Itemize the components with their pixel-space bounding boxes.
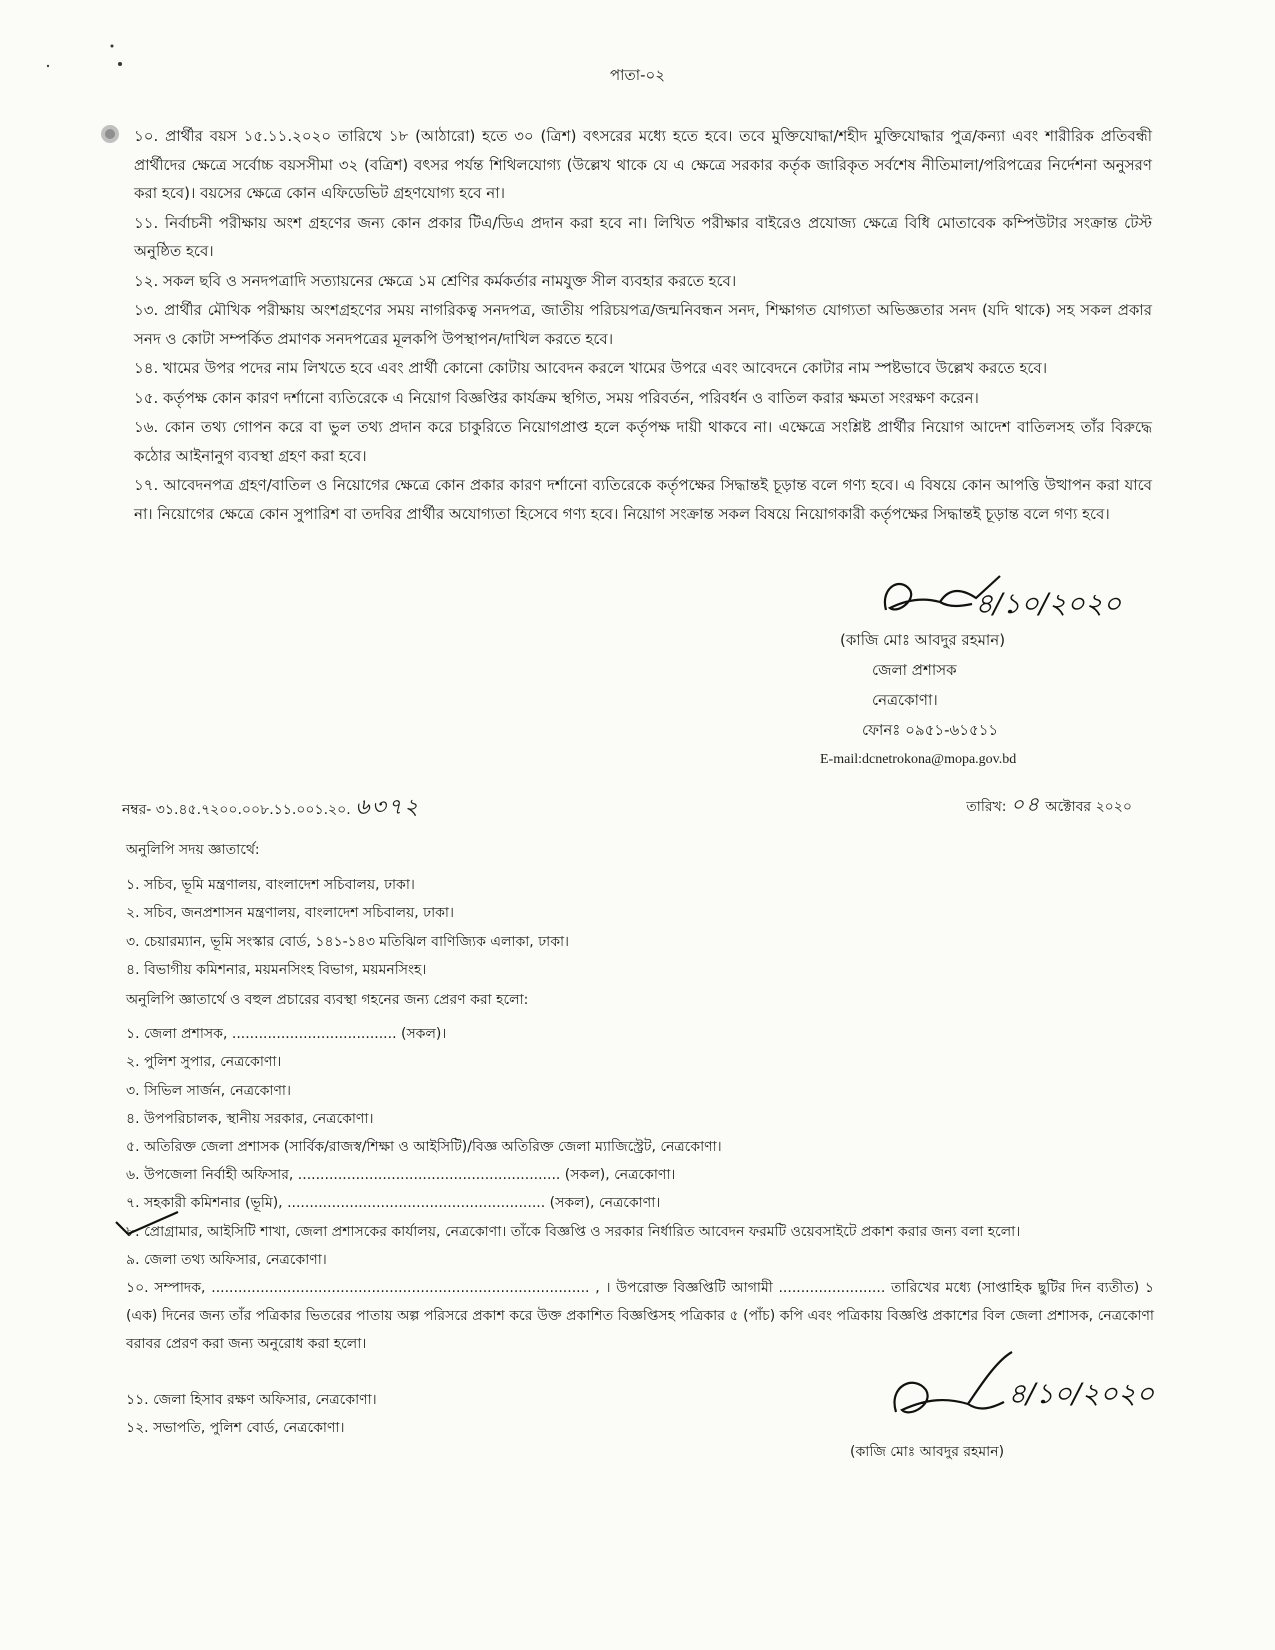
copies-action-section (126, 986, 1154, 1359)
list-item: ৬. উপজেলা নির্বাহী অফিসার, ........................................................... (সকল), নেত্রকোণা। (126, 1167, 676, 1184)
copies-action-tail (126, 1386, 686, 1442)
copies-info-heading: অনুলিপি সদয় জ্ঞাতার্থে: (126, 842, 260, 858)
copies-info-section (126, 836, 1126, 985)
list-item: ৪. উপপরিচালক, স্থানীয় সরকার, নেত্রকোণা। (126, 1110, 374, 1127)
checkmark-icon (112, 1208, 182, 1238)
signatory-place: নেত্রকোণা। (872, 691, 938, 709)
list-item: ২. সচিব, জনপ্রশাসন মন্ত্রণালয়, বাংলাদেশ সচিবালয়, ঢাকা। (126, 905, 454, 921)
clause-13: ১৩. প্রার্থীর মৌখিক পরীক্ষায় অংশগ্রহণের সময় নাগরিকত্ব সনদপত্র, জাতীয় পরিচয়পত্র/জন্মনিবন্ধন সনদ, শিক্ষাগত যোগ্যতা অভিজ্ঞতার সনদ (যদি থাকে) সহ সকল প্রকার সনদ ও কোটা সম্পর্কিত প্রমাণক সনদপত্রের মূলকপি উপস্থাপন/দাখিল করতে হবে। (134, 301, 1152, 348)
memo-number-label: নম্বর- ৩১.৪৫.৭২০০.০০৮.১১.০০১.২০. (122, 802, 351, 818)
signature-date: ৪/১০/২০২০ (1008, 1377, 1155, 1410)
signatory-name: (কাজি মোঃ আবদুর রহমান) (840, 631, 1006, 649)
clause-12: ১২. সকল ছবি ও সনদপত্রাদি সত্যায়নের ক্ষেত্রে ১ম শ্রেণির কর্মকর্তার নামযুক্ত সীল ব্যবহার করতে হবে। (134, 271, 737, 290)
list-item: ২. পুলিশ সুপার, নেত্রকোণা। (126, 1054, 282, 1071)
list-item: ১. সচিব, ভূমি মন্ত্রণালয়, বাংলাদেশ সচিবালয়, ঢাকা। (126, 876, 415, 893)
memo-date-day: ০৪ (1010, 792, 1041, 816)
list-item: ৯. জেলা তথ্য অফিসার, নেত্রকোণা। (126, 1251, 327, 1268)
list-item: ৩. সিভিল সার্জন, নেত্রকোণা। (126, 1082, 291, 1099)
memo-date-label: তারিখ: (966, 799, 1007, 815)
memo-number (122, 790, 420, 827)
memo-date (966, 790, 1132, 823)
memo-date-rest: অক্টোবর ২০২০ (1045, 799, 1132, 815)
list-item: ৩. চেয়ারম্যান, ভূমি সংস্কার বোর্ড, ১৪১-১৪৩ মতিঝিল বাণিজ্যিক এলাকা, ঢাকা। (126, 933, 570, 950)
list-item: ৮. প্রোগ্রামার, আইসিটি শাখা, জেলা প্রশাসকের কার্যালয়, নেত্রকোণা। তাঁকে বিজ্ঞপ্তি ও সরকার নির্ধারিত আবেদন ফরমটি ওয়েবসাইটে প্রকাশ করার জন্য বলা হলো। (126, 1223, 1021, 1240)
page-number: পাতা-০২ (609, 66, 666, 84)
memo-number-handwritten: ৬৩৭২ (355, 795, 421, 820)
signatory-phone: ফোনঃ ০৯৫১-৬১৫১১ (862, 721, 999, 739)
clause-11: ১১. নির্বাচনী পরীক্ষায় অংশ গ্রহণের জন্য কোন প্রকার টিএ/ডিএ প্রদান করা হবে না। লিখিত পরীক্ষার বাইরেও প্রযোজ্য ক্ষেত্রে বিধি মোতাবেক কম্পিউটার সংক্রান্ত টেস্ট অনুষ্ঠিত হবে। (134, 213, 1152, 260)
list-item: ৭. সহকারী কমিশনার (ভূমি), .......................................................... (সকল), নেত্রকোণা। (126, 1195, 661, 1212)
list-item: ১২. সভাপতি, পুলিশ বোর্ড, নেত্রকোণা। (126, 1420, 345, 1436)
list-item: ৪. বিভাগীয় কমিশনার, ময়মনসিংহ বিভাগ, ময়মনসিংহ। (126, 962, 427, 978)
list-item: ১. জেলা প্রশাসক, ..................................... (সকল)। (126, 1026, 447, 1043)
list-item: ১০. সম্পাদক, ..................................................................................... , । উপরোক্ত বিজ্ঞপ্তিটি আগামী ........................ তারিখের মধ্যে (সাপ্তাহিক ছুটির দিন ব্যতীত) ১ (এক) দিনের জন্য তাঁর পত্রিকার ভিতরের পাতায় অল্প পরিসরে প্রকাশ করে উক্ত প্রকাশিত বিজ্ঞপ্তিসহ পত্রিকার ৫ (পাঁচ) কপি এবং পত্রিকায় বিজ্ঞপ্তি প্রকাশের বিল জেলা প্রশাসক, নেত্রকোণা বরাবর প্রেরণ করা জন্য অনুরোধ করা হলো। (126, 1280, 1154, 1353)
signature-block (820, 625, 1150, 775)
list-item: ৫. অতিরিক্ত জেলা প্রশাসক (সার্বিক/রাজস্ব/শিক্ষা ও আইসিটি)/বিজ্ঞ অতিরিক্ত জেলা ম্যাজিস্ট্রেট, নেত্রকোণা। (126, 1139, 722, 1156)
signatory-designation: জেলা প্রশাসক (872, 661, 957, 679)
list-item: ১১. জেলা হিসাব রক্ষণ অফিসার, নেত্রকোণা। (126, 1392, 377, 1408)
signature-date: ৪/১০/২০২০ (975, 587, 1122, 620)
copies-action-heading: অনুলিপি জ্ঞাতার্থে ও বহুল প্রচারের ব্যবস্থা গহনের জন্য প্রেরণ করা হলো: (126, 992, 529, 1008)
clause-17: ১৭. আবেদনপত্র গ্রহণ/বাতিল ও নিয়োগের ক্ষেত্রে কোন প্রকার কারণ দর্শানো ব্যতিরেকে কর্তৃপক্ষের সিদ্ধান্তই চূড়ান্ত বলে গণ্য হবে। এ বিষয়ে কোন আপত্তি উত্থাপন করা যাবে না। নিয়োগের ক্ষেত্রে কোন সুপারিশ বা তদবির প্রার্থীর অযোগ্যতা হিসেবে গণ্য হবে। নিয়োগ সংক্রান্ত সকল বিষয়ে নিয়োগকারী কর্তৃপক্ষের সিদ্ধান্তই চূড়ান্ত বলে গণ্য হবে। (134, 476, 1152, 523)
punch-hole-mark-icon (98, 122, 122, 146)
signatory-name: (কাজি মোঃ আবদুর রহমান) (850, 1444, 1005, 1460)
terms-clauses (134, 122, 1152, 529)
memo-row (122, 790, 1132, 820)
clause-15: ১৫. কর্তৃপক্ষ কোন কারণ দর্শানো ব্যতিরেকে এ নিয়োগ বিজ্ঞপ্তির কার্যক্রম স্থগিত, সময় পরিবর্তন, পরিবর্ধন ও বাতিল করার ক্ষমতা সংরক্ষণ করেন। (134, 388, 979, 407)
clause-14: ১৪. খামের উপর পদের নাম লিখতে হবে এবং প্রার্থী কোনো কোটায় আবেদন করলে খামের উপরে এবং আবেদনে কোটার নাম স্পষ্টভাবে উল্লেখ করতে হবে। (134, 359, 1048, 377)
clause-10: ১০. প্রার্থীর বয়স ১৫.১১.২০২০ তারিখে ১৮ (আঠারো) হতে ৩০ (ত্রিশ) বৎসরের মধ্যে হতে হবে। তবে মুক্তিযোদ্ধা/শহীদ মুক্তিযোদ্ধার পুত্র/কন্যা এবং শারীরিক প্রতিবন্ধী প্রার্থীদের ক্ষেত্রে সর্বোচ্চ বয়সসীমা ৩২ (বত্রিশ) বৎসর পর্যন্ত শিথিলযোগ্য (উল্লেখ থাকে যে এ ক্ষেত্রে সরকার কর্তৃক জারিকৃত সর্বশেষ নীতিমালা/পরিপত্রের নির্দেশনা অনুসরণ করা হবে)। বয়সের ক্ষেত্রে কোন এফিডেভিট গ্রহণযোগ্য হবে না। (134, 127, 1152, 202)
clause-16: ১৬. কোন তথ্য গোপন করে বা ভুল তথ্য প্রদান করে চাকুরিতে নিয়োগপ্রাপ্ত হলে কর্তৃপক্ষ দায়ী থাকবে না। এক্ষেত্রে সংশ্লিষ্ট প্রার্থীর নিয়োগ আদেশ বাতিলসহ তাঁর বিরুদ্ধে কঠোর আইনানুগ ব্যবস্থা গ্রহণ করা হবে। (134, 418, 1152, 465)
signatory-email: E-mail:dcnetrokona@mopa.gov.bd (820, 752, 1017, 767)
